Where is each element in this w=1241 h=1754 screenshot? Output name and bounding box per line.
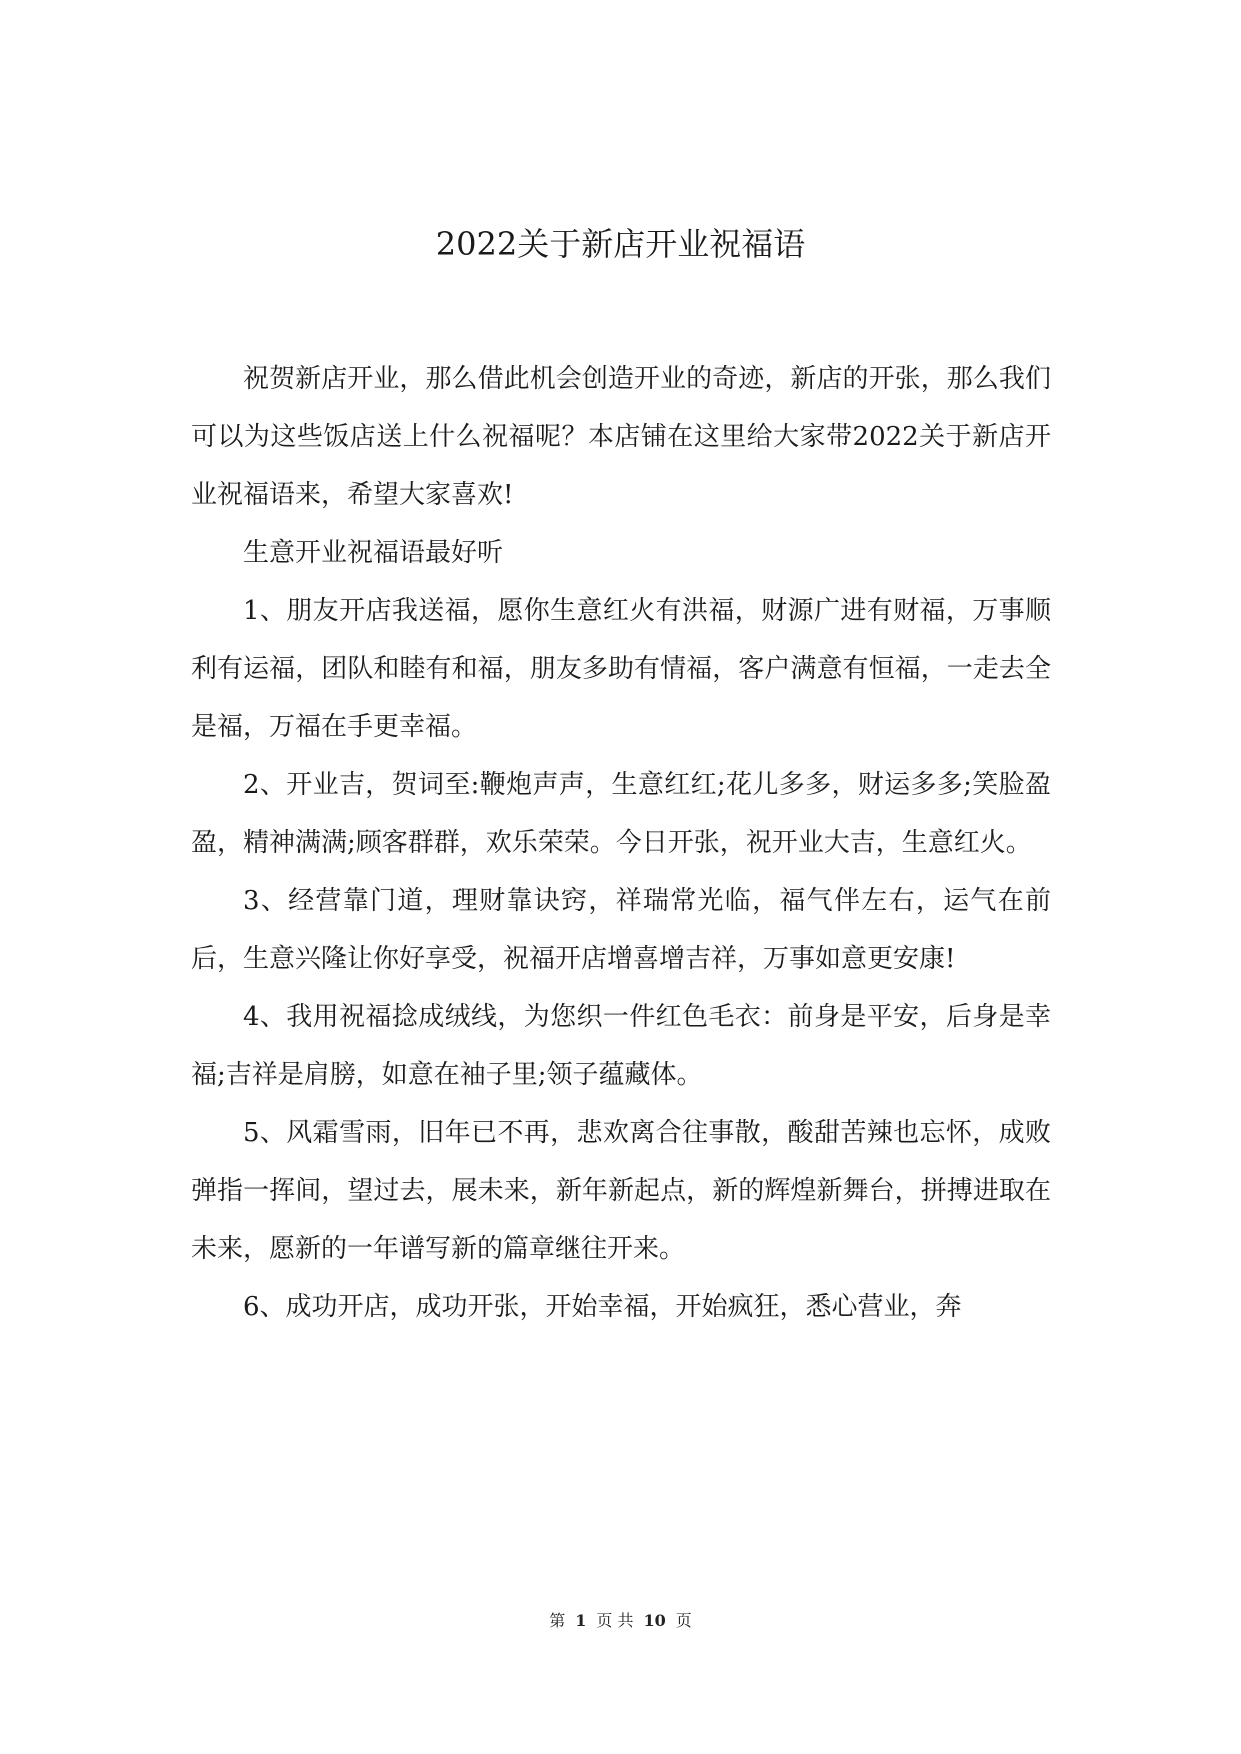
section-heading: 生意开业祝福语最好听 — [243, 538, 504, 568]
paragraph-item-2: 2、开业吉，贺词至:鞭炮声声，生意红红;花儿多多，财运多多;笑脸盈盈，精神满满;顾客群群，欢乐荣荣。今日开张，祝开业大吉，生意红火。 — [191, 770, 1051, 858]
footer-prefix: 第 — [549, 1611, 566, 1630]
paragraph-item-3: 3、经营靠门道，理财靠诀窍，祥瑞常光临，福气伴左右，运气在前后，生意兴隆让你好享受，祝福开店增喜增吉祥，万事如意更安康! — [191, 886, 1051, 974]
paragraph-item-6: 6、成功开店，成功开张，开始幸福，开始疯狂，悉心营业，奔 — [243, 1292, 962, 1322]
paragraph-intro: 祝贺新店开业，那么借此机会创造开业的奇迹，新店的开张，那么我们可以为这些饭店送上什么祝福呢？本店铺在这里给大家带2022关于新店开业祝福语来，希望大家喜欢! — [191, 364, 1051, 510]
page-footer — [0, 1611, 1241, 1631]
total-page-number: 10 — [643, 1611, 666, 1630]
paragraph-item-5: 5、风霜雪雨，旧年已不再，悲欢离合往事散，酸甜苦辣也忘怀，成败弹指一挥间，望过去，展未来，新年新起点，新的辉煌新舞台，拼搏进取在未来，愿新的一年谱写新的篇章继往开来。 — [191, 1118, 1051, 1264]
footer-suffix: 页 — [675, 1611, 692, 1630]
footer-middle: 页 共 — [596, 1611, 634, 1630]
document-title: 2022关于新店开业祝福语 — [435, 225, 806, 263]
paragraph-item-4: 4、我用祝福捻成绒线，为您织一件红色毛衣：前身是平安，后身是幸福;吉祥是肩膀，如意在袖子里;领子蕴藏体。 — [191, 1002, 1051, 1090]
document-body — [191, 350, 1051, 1336]
paragraph-item-1: 1、朋友开店我送福，愿你生意红火有洪福，财源广进有财福，万事顺利有运福，团队和睦有和福，朋友多助有情福，客户满意有恒福，一走去全是福，万福在手更幸福。 — [191, 596, 1051, 742]
current-page-number: 1 — [575, 1611, 587, 1630]
